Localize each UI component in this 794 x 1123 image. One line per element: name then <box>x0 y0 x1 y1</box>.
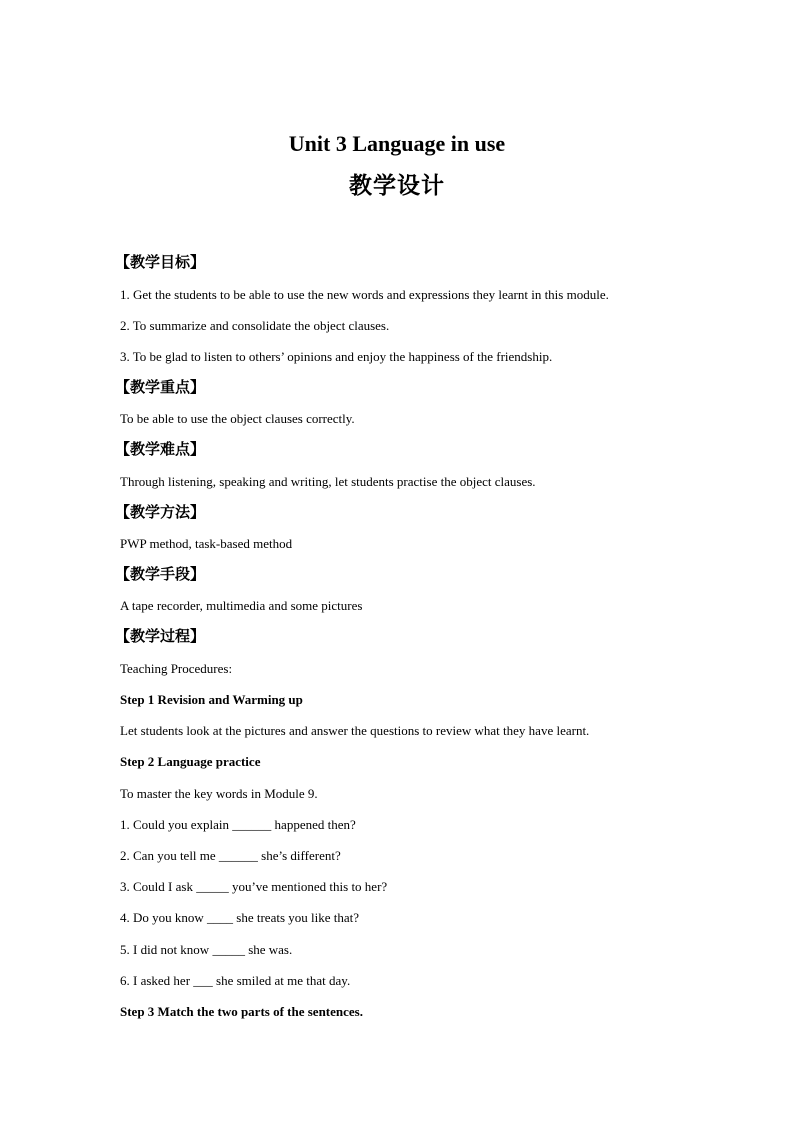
key-points-text: To be able to use the object clauses correctly. <box>120 411 355 426</box>
step1-title: Step 1 Revision and Warming up <box>120 692 303 707</box>
key-points-heading: 【教学重点】 <box>115 380 206 396</box>
means-text: A tape recorder, multimedia and some pictures <box>120 598 363 613</box>
exercise-item: 6. I asked her ___ she smiled at me that day. <box>120 973 351 988</box>
exercise-item: 4. Do you know ____ she treats you like that? <box>120 910 360 925</box>
difficulties-heading: 【教学难点】 <box>115 442 206 458</box>
step2-title: Step 2 Language practice <box>120 754 261 769</box>
methods-heading: 【教学方法】 <box>115 505 206 521</box>
exercise-item: 2. Can you tell me ______ she’s different? <box>120 848 341 863</box>
exercise-item: 3. Could I ask _____ you’ve mentioned this to her? <box>120 879 388 894</box>
exercise-item: 5. I did not know _____ she was. <box>120 942 293 957</box>
exercise-item: 1. Could you explain ______ happened then? <box>120 817 356 832</box>
step2-text: To master the key words in Module 9. <box>120 786 318 801</box>
objective-item: 2. To summarize and consolidate the object clauses. <box>120 318 390 333</box>
means-heading: 【教学手段】 <box>115 567 206 583</box>
process-heading: 【教学过程】 <box>115 629 206 645</box>
document-title: Unit 3 Language in use <box>288 131 506 156</box>
process-intro: Teaching Procedures: <box>120 661 233 676</box>
methods-text: PWP method, task-based method <box>120 536 293 551</box>
objective-item: 1. Get the students to be able to use the new words and expressions they learnt in this module. <box>120 287 609 302</box>
difficulties-text: Through listening, speaking and writing, let students practise the object clauses. <box>120 474 536 489</box>
objective-item: 3. To be glad to listen to others’ opinions and enjoy the happiness of the friendship. <box>120 349 553 364</box>
step1-text: Let students look at the pictures and answer the questions to review what they have learnt. <box>120 723 590 738</box>
document-subtitle: 教学设计 <box>349 173 445 198</box>
objectives-heading: 【教学目标】 <box>115 255 206 271</box>
step3-title: Step 3 Match the two parts of the sentences. <box>120 1004 363 1019</box>
